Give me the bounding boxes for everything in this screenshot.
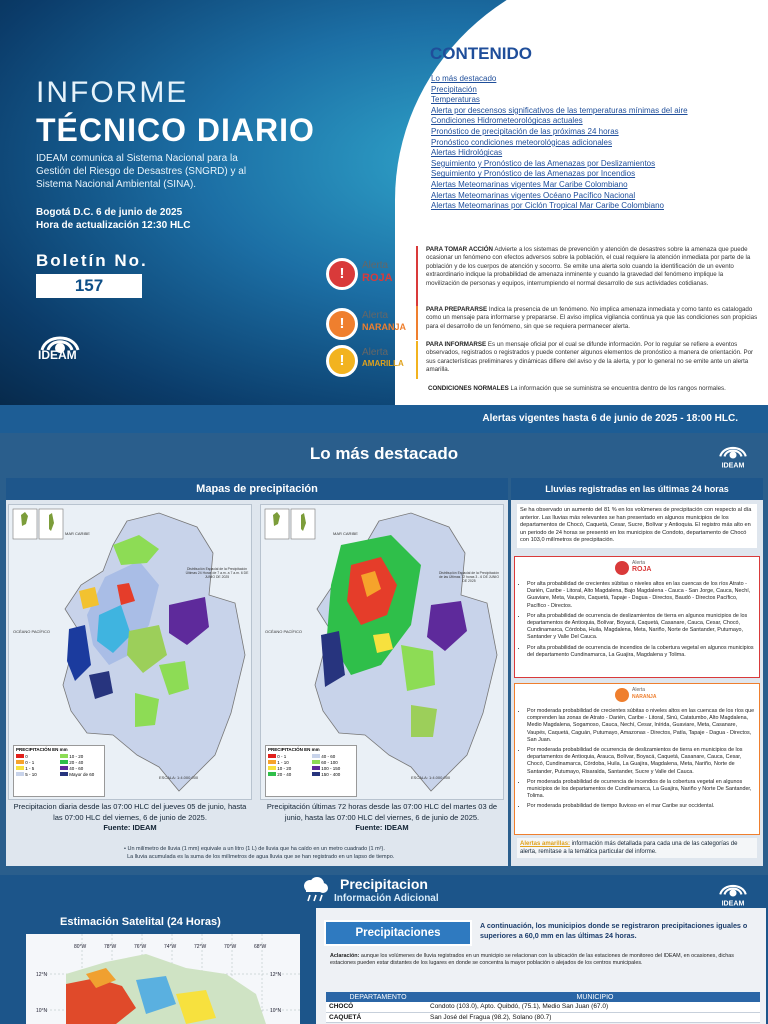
table-row <box>326 1012 760 1022</box>
maps-heading: Mapas de precipitación <box>6 478 508 500</box>
alert-divider <box>416 306 418 340</box>
warning-icon <box>326 308 358 340</box>
list-item: • Por moderada probabilidad de ocurrencia de incendios de la cobertura vegetal en algunos municipios de los departamentos de Cundinamarca, La Guajira, Nariño y Norte De Santander, Tolima. <box>527 779 755 801</box>
lon-label: 72°W <box>194 944 207 950</box>
map1-caption <box>8 802 252 834</box>
rain-cloud-icon <box>300 876 330 904</box>
legend-item: 150 - 400 <box>312 772 354 777</box>
alert-lead: PARA TOMAR ACCIÓN <box>426 246 494 253</box>
map-inset-title: Distribución Espacial de la Precipitación Últimas 24 Horas de 7 a.m. a 7 a.m. 6 DE JUNIO DE 2025 <box>185 567 249 580</box>
toc-link[interactable]: Alerta por descensos significativos de las temperaturas mínimas del aire <box>431 105 688 115</box>
toc-link[interactable]: Pronóstico de precipitación de las próximas 24 horas <box>431 126 619 136</box>
toc-link[interactable]: Alertas Meteomarinas vigentes Mar Caribe Colombiano <box>431 179 628 189</box>
toc-link[interactable]: Seguimiento y Pronóstico de las Amenazas por Incendios <box>431 169 636 179</box>
report-title-line1: INFORME <box>36 76 189 109</box>
ideam-logo-icon <box>716 878 750 908</box>
legend-item: 40 - 60 <box>60 766 102 771</box>
alert-body: Advierte a los sistemas de prevención y atención de desastres sobre la amenaza que puede ocasionar un fenómeno con efectos adversos sobre la población, el cual requiere la atención inmediata por parte de la población y de los cuerpos de atención y socorro. Se emite una alerta solo cuando la identificación de un evento extraordinario indique la probabilidad de amenaza inminente y cuando la gravedad del fenómeno implique la movilización de personas y equipos, interrumpiendo el normal desarrollo de sus actividades cotidianas. <box>426 246 751 287</box>
legend-item: 0 - 1 <box>16 760 58 765</box>
alert-roja-badge <box>326 256 412 292</box>
lon-label: 74°W <box>164 944 177 950</box>
legend-item: 5 - 10 <box>16 772 58 777</box>
map-footnotes <box>124 846 504 861</box>
legend-item: 0 <box>16 754 58 759</box>
list-item: • Por alta probabilidad de ocurrencia de deslizamientos de tierra en algunos municipios de los departamentos de Antioquia, Bolívar, Boyacá, Caquetá, Casanare, Cauca, Cesar, Chocó, Cundinamarca, Córdoba, Huila, Magdalena, Meta, Nariño, Norte de Santander, Putumayo, Santander y Valle Del Cauca. <box>527 613 755 642</box>
precipitacion-subtitle: Información Adicional <box>334 893 439 904</box>
sea-label-pacifico: OCÉANO PACÍFICO <box>265 629 303 634</box>
sea-label-pacifico: OCÉANO PACÍFICO <box>13 629 51 634</box>
legend-title: PRECIPITACIÓN EN mm <box>268 747 320 752</box>
list-item: • Por moderada probabilidad de crecientes súbitas o niveles altos en las cuencas de los ríos que comprenden las zonas de Atrato - Darién, Caribe - Litoral, Sinú, Catatumbo, Alto Magdalena, Medio Magdalena, Sogamoso, Cauca, Nechí, Cesar, Inírida, Guaviare, Meta, Casanare, Vaupés, Caquetá, Caguán, Putumayo, Amazonas - Directos, Patía, Tapaje - Dagua - Directos, San Juan. <box>527 708 755 744</box>
satellite-map <box>26 934 300 1024</box>
legend-item: 10 - 20 <box>268 766 310 771</box>
alert-naranja-row <box>318 306 758 342</box>
precipitacion-title: Precipitacion <box>340 876 428 892</box>
alert-word: Alerta <box>362 310 389 321</box>
list-item: • Por alta probabilidad de crecientes súbitas o niveles altos en las cuencas de los ríos Atrato - Darién, Caribe - Litoral, Alto Magdalena, Bajo Magdalena - Cauca - San Jorge, Cauca, Nechí, Guaviare, Meta, Vaupés, Caquetá, Tapaje - Dagua - Directos, Baudó - Directos Pacífico, Pacífico - Directos. <box>527 581 755 610</box>
alerta-naranja-list <box>527 708 755 811</box>
alert-amarilla-description <box>426 341 758 375</box>
map-inset-title: Distribución Espacial de la Precipitación de las Últimas 72 horas 3 - 6 DE JUNIO DE 2025 <box>438 571 500 584</box>
lon-label: 70°W <box>224 944 237 950</box>
toc-link[interactable]: Alertas Hidrológicas <box>431 148 503 158</box>
ideam-logo-icon <box>716 440 750 470</box>
precip-map-72h <box>260 504 504 800</box>
alert-lead: PARA INFORMARSE <box>426 341 487 348</box>
warning-icon <box>615 561 629 575</box>
alert-body: La información que se suministra se encuentra dentro de los rangos normales. <box>510 385 726 392</box>
alert-level: ROJA <box>362 272 393 284</box>
legend-item: Mayor de 60 <box>60 772 102 777</box>
alert-roja-description <box>426 246 758 288</box>
legend-item: 20 - 40 <box>60 760 102 765</box>
rain-heading: Lluvias registradas en las últimas 24 horas <box>511 478 763 500</box>
toc-link[interactable]: Pronóstico condiciones meteorológicas adicionales <box>431 137 612 147</box>
table-of-contents <box>431 74 688 212</box>
alert-body: Es un mensaje oficial por el cual se difunde información. Por lo regular se refiere a eventos observados, registrados o registrados y puede contener algunos elementos de pronóstico a manera de orientación. Por sus características preliminares y dinámicas difiere del aviso y de la alerta, y por lo general no se emite ante un alerta amarilla. <box>426 341 754 374</box>
report-date: Bogotá D.C. 6 de junio de 2025 <box>36 207 183 218</box>
alert-roja-badge <box>615 560 661 578</box>
alertas-amarillas-note: Alertas amarillas: información más detallada para cada una de las categorías de alerta, remítase a la temática particular del informe. <box>517 838 757 858</box>
cell-departamento: CHOCÓ <box>326 1002 430 1012</box>
alert-naranja-badge <box>326 306 412 342</box>
list-item: • Por moderada probabilidad de tiempo lluvioso en el mar Caribe sur occidental. <box>527 803 755 810</box>
boletin-number: 157 <box>36 274 142 298</box>
caption-text: Precipitación últimas 72 horas desde las 07:00 HLC del martes 03 de junio, hasta las 07:00 HLC del viernes, 6 de junio de 2025. <box>266 802 498 822</box>
amarilla-link[interactable]: Alertas amarillas: <box>520 841 571 847</box>
alert-body: Indica la presencia de un fenómeno. No implica amenaza inmediata y como tanto es catalogado como un mensaje para informarse y prepararse. El aviso implica vigilancia continua ya que las condiciones son propicias para el desarrollo de un fenómeno, sin que se requiera permanecer alerta. <box>426 306 758 330</box>
legend-item: 60 - 100 <box>312 760 354 765</box>
map2-caption <box>260 802 504 834</box>
alert-amarilla-badge <box>326 343 412 379</box>
alert-amarilla-row <box>318 341 758 381</box>
legend-item: 20 - 40 <box>268 772 310 777</box>
alert-level: AMARILLA <box>362 359 404 368</box>
aclaracion-note <box>330 953 758 967</box>
ideam-logo-text: IDEAM <box>38 348 77 362</box>
toc-link[interactable]: Lo más destacado <box>431 74 497 83</box>
legend-item: 1 - 10 <box>268 760 310 765</box>
report-title-line2: TÉCNICO DIARIO <box>36 112 315 148</box>
satellite-heading: Estimación Satelital (24 Horas) <box>60 916 221 928</box>
alert-word: Alerta <box>632 687 646 693</box>
map-legend-24h <box>13 745 105 797</box>
lat-label: 12°N <box>36 972 48 978</box>
boletin-label: Boletín No. <box>36 251 148 270</box>
lat-label: 12°N <box>270 972 282 978</box>
map-scale: ESCALA: 1:4.000.000 <box>159 775 199 780</box>
alertas-vigentes-bar: Alertas vigentes hasta 6 de junio de 2025 - 18:00 HLC. <box>0 405 768 433</box>
alert-word: Alerta <box>362 260 389 271</box>
col-municipio: MUNICIPIO <box>430 992 760 1002</box>
alert-roja-row <box>318 246 758 310</box>
lon-label: 76°W <box>134 944 147 950</box>
alert-lead: PARA PREPARARSE <box>426 306 488 313</box>
alert-naranja-badge <box>615 687 661 705</box>
ideam-logo-text: IDEAM <box>721 461 745 470</box>
list-item: • Por alta probabilidad de ocurrencia de incendios de la cobertura vegetal en algunos municipios del departamento Cundinamarca, La Guajira, Magdalena y Tolima. <box>527 645 755 659</box>
alerta-roja-list <box>527 581 755 659</box>
lon-label: 68°W <box>254 944 267 950</box>
contenido-heading: CONTENIDO <box>430 44 532 63</box>
destacado-heading: Lo más destacado <box>309 444 459 463</box>
col-departamento: DEPARTAMENTO <box>326 992 430 1002</box>
alert-level: ROJA <box>632 566 652 573</box>
legend-item: 40 - 60 <box>312 754 354 759</box>
toc-link[interactable]: Condiciones Hidrometeorológicas actuales <box>431 116 583 126</box>
lon-label: 78°W <box>104 944 117 950</box>
alert-word: Alerta <box>632 560 646 566</box>
cell-municipio: San José del Fragua (98.2), Solano (80.7) <box>430 1012 760 1022</box>
rain-intro: Se ha observado un aumento del 81 % en los volúmenes de precipitación con respecto al día anterior. Las lluvias más relevantes se han presentado en algunos municipios de los departamentos de Chocó, Caquetá, Cesar, Sucre, Bolívar y Antioquia. El registro más alto en un periodo de 24 horas se presentó en los municipios de Condoto, departamento de Chocó con 103,0 milímetros de precipitación. <box>517 504 757 548</box>
legend-item: 0 - 1 <box>268 754 310 759</box>
cell-municipio: Condoto (103.0), Apto. Quibdó, (75.1), Medio San Juan (67.0) <box>430 1002 760 1012</box>
footnote: • Un milímetro de lluvia (1 mm) equivale a un litro (1 L) de lluvia que ha caído en un metro cuadrado (1 m²). <box>124 846 385 852</box>
toc-link[interactable]: Alertas Meteomarinas por Ciclón Tropical Mar Caribe Colombiano <box>431 201 664 211</box>
lat-label: 10°N <box>36 1008 48 1014</box>
update-time: Hora de actualización 12:30 HLC <box>36 220 191 231</box>
cover-date <box>36 206 191 232</box>
alerta-naranja-box <box>514 683 760 835</box>
footnote: La lluvia acumulada es la suma de los milímetros de agua lluvia que se han registrado en un lapso de tiempo. <box>127 853 395 860</box>
note-lead: Aclaración: <box>330 953 360 959</box>
caption-source: Fuente: IDEAM <box>103 823 157 832</box>
ideam-logo-text: IDEAM <box>721 899 745 908</box>
cover-intro: IDEAM comunica al Sistema Nacional para la Gestión del Riesgo de Desastres (SNGRD) y al Sistema Nacional Ambiental (SINA). <box>36 153 247 190</box>
precipitaciones-description: A continuación, los municipios donde se registraron precipitaciones iguales o superiores a 60,0 mm en las últimas 24 horas. <box>480 921 748 940</box>
toc-link[interactable]: Temperaturas <box>431 95 480 105</box>
legend-title: PRECIPITACIÓN EN mm <box>16 747 68 752</box>
lon-label: 80°W <box>74 944 87 950</box>
alert-divider <box>416 341 418 379</box>
cell-departamento: CAQUETÁ <box>326 1012 430 1022</box>
toc-link[interactable]: Precipitación <box>431 84 477 94</box>
warning-icon <box>326 345 358 377</box>
caption-source: Fuente: IDEAM <box>355 823 409 832</box>
toc-link[interactable]: Alertas Meteomarinas vigentes Océano Pacífico Nacional <box>431 190 636 200</box>
table-header-row <box>326 992 760 1002</box>
alert-naranja-description <box>426 306 758 331</box>
map-legend-72h <box>265 745 357 797</box>
condiciones-normales <box>428 385 758 393</box>
toc-link[interactable]: Seguimiento y Pronóstico de las Amenazas por Deslizamientos <box>431 158 656 168</box>
lat-label: 10°N <box>270 1008 282 1014</box>
legend-item: 10 - 20 <box>60 754 102 759</box>
note-body: aunque los volúmenes de lluvia registrados en un municipio se relacionan con la ubicación de las estaciones de monitoreo del IDEAM, en ocasiones, dichas estaciones pueden estar distantes de los lugares en donde se concentra la mayor población o alejados de los centros municipales. <box>330 953 734 967</box>
precip-municipios-table <box>326 992 760 1023</box>
alert-divider <box>416 246 418 308</box>
warning-icon <box>326 258 358 290</box>
alert-level: NARANJA <box>632 694 657 700</box>
precip-map-24h <box>8 504 252 800</box>
table-row <box>326 1002 760 1012</box>
list-item: • Por moderada probabilidad de ocurrencia de deslizamientos de tierra en municipios de los departamentos de Antioquia, Arauca, Bolívar, Boyacá, Caquetá, Casanare, Cauca, Cesar, Chocó, Cundinamarca, Córdoba, Huila, La Guajira, Magdalena, Meta, Nariño, Norte de Santander, Putumayo, Risaralda, Santander, Sucre y Valle del Cauca. <box>527 747 755 776</box>
alert-word: Alerta <box>362 347 389 358</box>
alerta-roja-box <box>514 556 760 678</box>
sea-label-caribe: MAR CARIBE <box>333 531 358 536</box>
caption-text: Precipitacion diaria desde las 07:00 HLC del jueves 05 de junio, hasta las 07:00 HLC del viernes, 6 de junio de 2025. <box>13 802 247 822</box>
alert-lead: CONDICIONES NORMALES <box>428 385 509 392</box>
alert-level: NARANJA <box>362 322 407 332</box>
warning-icon <box>615 688 629 702</box>
legend-item: 1 - 5 <box>16 766 58 771</box>
satellite-estimate-map <box>26 934 300 1024</box>
precipitaciones-button[interactable]: Precipitaciones <box>324 920 472 946</box>
map-scale: ESCALA: 1:4.000.000 <box>411 775 451 780</box>
legend-item: 100 - 150 <box>312 766 354 771</box>
sea-label-caribe: MAR CARIBE <box>65 531 90 536</box>
